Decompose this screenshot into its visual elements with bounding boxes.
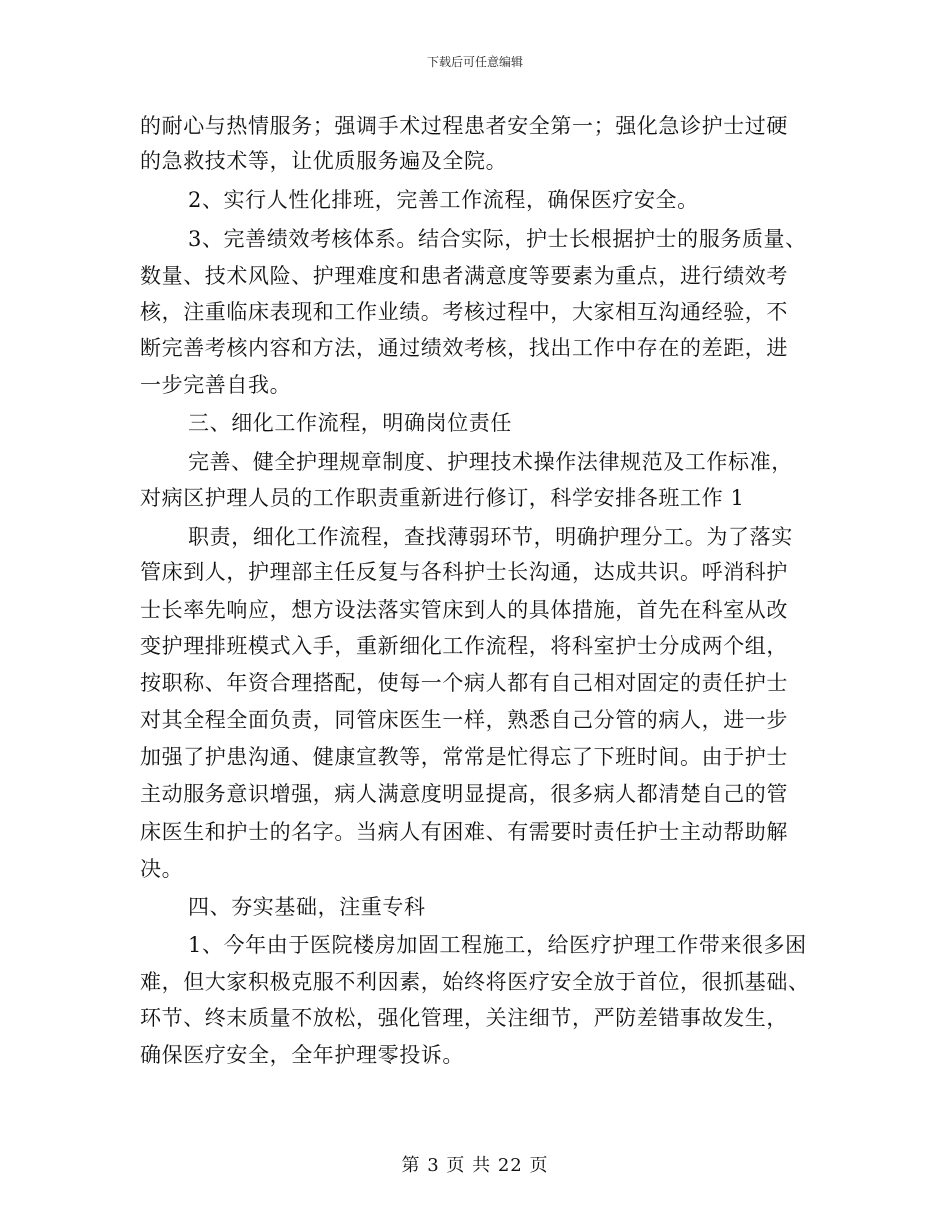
body-line: 按职称、年资合理搭配，使每一个病人都有自己相对固定的责任护士 (140, 671, 788, 695)
body-line: 的急救技术等，让优质服务遍及全院。 (140, 149, 508, 173)
body-line: 对其全程全面负责，同管床医生一样，熟悉自己分管的病人，进一步 (140, 708, 788, 732)
body-line: 3、完善绩效考核体系。结合实际，护士长根据护士的服务质量、 (188, 227, 807, 251)
body-line: 2、实行人性化排班，完善工作流程，确保医疗安全。 (188, 188, 699, 212)
body-line: 管床到人，护理部主任反复与各科护士长沟通，达成共识。呼消科护 (140, 560, 788, 584)
body-line: 决。 (140, 857, 184, 881)
body-line: 1、今年由于医院楼房加固工程施工，给医疗护理工作带来很多困 (188, 933, 807, 957)
body-line: 加强了护患沟通、健康宣教等，常常是忙得忘了下班时间。由于护士 (140, 745, 788, 769)
body-line: 完善、健全护理规章制度、护理技术操作法律规范及工作标准， (188, 450, 793, 474)
body-line: 职责，细化工作流程，查找薄弱环节，明确护理分工。为了落实 (188, 525, 793, 549)
page-header: 下载后可任意编辑 (426, 55, 523, 69)
body-line: 难，但大家积极克服不利因素，始终将医疗安全放于首位，很抓基础、 (140, 970, 810, 994)
body-line: 核，注重临床表现和工作业绩。考核过程中，大家相互沟通经验，不 (140, 300, 788, 324)
page-footer: 第 3 页 共 22 页 (401, 1155, 549, 1176)
body-line: 床医生和护士的名字。当病人有困难、有需要时责任护士主动帮助解 (140, 820, 788, 844)
body-line: 士长率先响应，想方设法落实管床到人的具体措施，首先在科室从改 (140, 598, 788, 622)
body-line: 主动服务意识增强，病人满意度明显提高，很多病人都清楚自己的管 (140, 782, 788, 806)
body-line: 断完善考核内容和方法，通过绩效考核，找出工作中存在的差距，进 (140, 336, 788, 360)
section-heading: 四、夯实基础，注重专科 (188, 895, 426, 919)
section-heading: 三、细化工作流程，明确岗位责任 (188, 411, 512, 435)
body-line: 确保医疗安全，全年护理零投诉。 (140, 1043, 464, 1067)
body-line: 数量、技术风险、护理难度和患者满意度等要素为重点，进行绩效考 (140, 264, 788, 288)
body-line: 的耐心与热情服务；强调手术过程患者安全第一；强化急诊护士过硬 (140, 114, 788, 138)
body-line: 环节、终末质量不放松，强化管理，关注细节，严防差错事故发生， (140, 1006, 788, 1030)
body-line: 一步完善自我。 (140, 373, 292, 397)
body-line: 对病区护理人员的工作职责重新进行修订，科学安排各班工作 1 (140, 486, 745, 510)
body-line: 变护理排班模式入手，重新细化工作流程，将科室护士分成两个组， (140, 634, 788, 658)
